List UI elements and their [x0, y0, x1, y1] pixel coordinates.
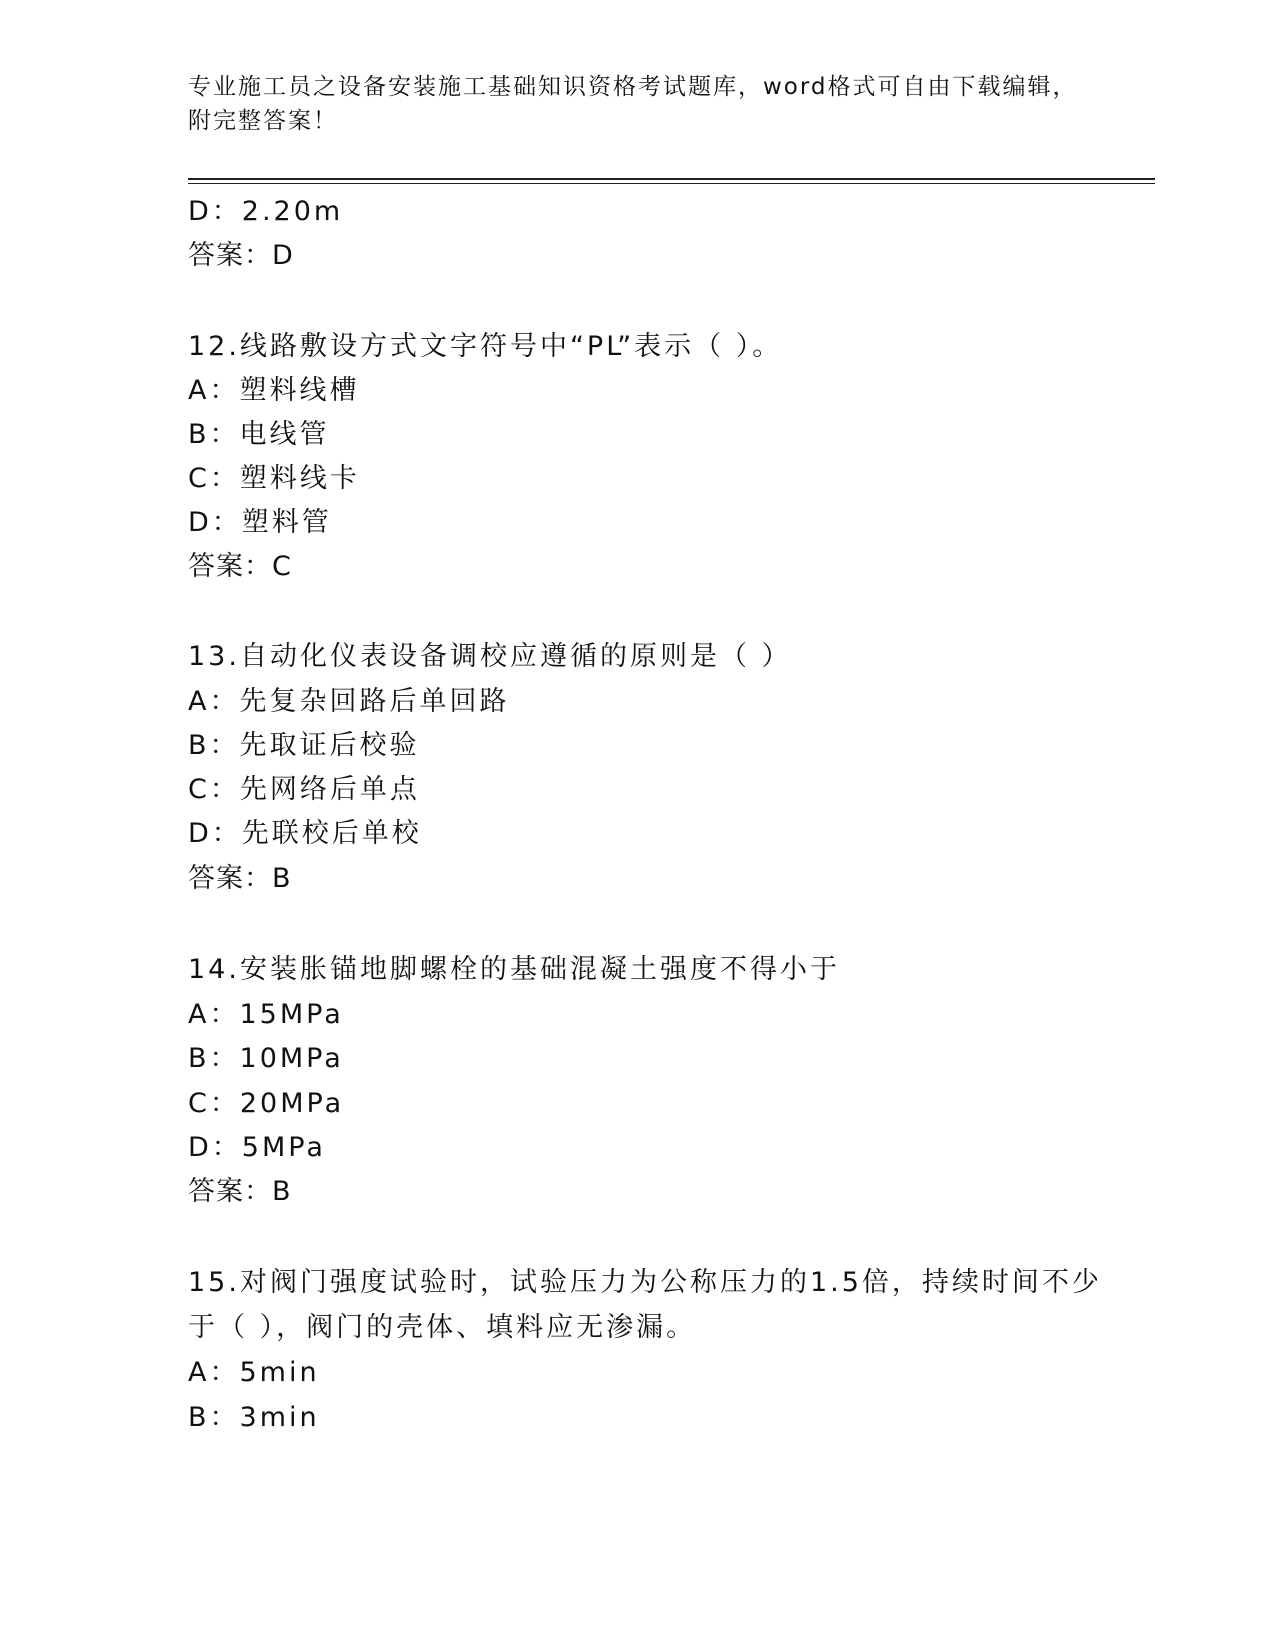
- question-12-option-b: B：电线管: [188, 419, 330, 450]
- question-13-stem: 13.自动化仪表设备调校应遵循的原则是（ ）: [188, 641, 792, 672]
- document-header: [188, 70, 1088, 138]
- prev-option-d: D：2.20m: [188, 196, 344, 227]
- question-12-option-a: A：塑料线槽: [188, 375, 360, 406]
- question-14-option-a: A：15MPa: [188, 999, 344, 1030]
- prev-answer: 答案：D: [188, 240, 294, 271]
- question-14-stem: 14.安装胀锚地脚螺栓的基础混凝土强度不得小于: [188, 954, 840, 985]
- header-line-2: 附完整答案！: [188, 108, 338, 134]
- question-13-answer: 答案：B: [188, 863, 292, 894]
- header-divider-thin: [188, 183, 1155, 184]
- question-14-option-c: C：20MPa: [188, 1088, 345, 1119]
- question-12-answer: 答案：C: [188, 551, 292, 582]
- header-line-1: 专业施工员之设备安装施工基础知识资格考试题库，word格式可自由下载编辑，: [188, 74, 1078, 100]
- question-15-option-a: A：5min: [188, 1357, 320, 1388]
- question-13-option-d: D：先联校后单校: [188, 818, 422, 849]
- question-14-option-b: B：10MPa: [188, 1043, 344, 1074]
- question-13-option-b: B：先取证后校验: [188, 730, 420, 761]
- question-15-stem-line-1: 15.对阀门强度试验时，试验压力为公称压力的1.5倍，持续时间不少: [188, 1267, 1102, 1298]
- question-13-option-c: C：先网络后单点: [188, 774, 420, 805]
- question-14-answer: 答案：B: [188, 1176, 292, 1207]
- question-12-option-d: D：塑料管: [188, 507, 332, 538]
- header-divider-thick: [188, 178, 1155, 180]
- question-15-stem-line-2: 于（ ），阀门的壳体、填料应无渗漏。: [188, 1312, 697, 1343]
- question-15-option-b: B：3min: [188, 1402, 320, 1433]
- question-12-stem: 12.线路敷设方式文字符号中“PL”表示（ ）。: [188, 331, 783, 362]
- question-12-option-c: C：塑料线卡: [188, 463, 360, 494]
- question-13-option-a: A：先复杂回路后单回路: [188, 686, 510, 717]
- question-14-option-d: D：5MPa: [188, 1132, 326, 1163]
